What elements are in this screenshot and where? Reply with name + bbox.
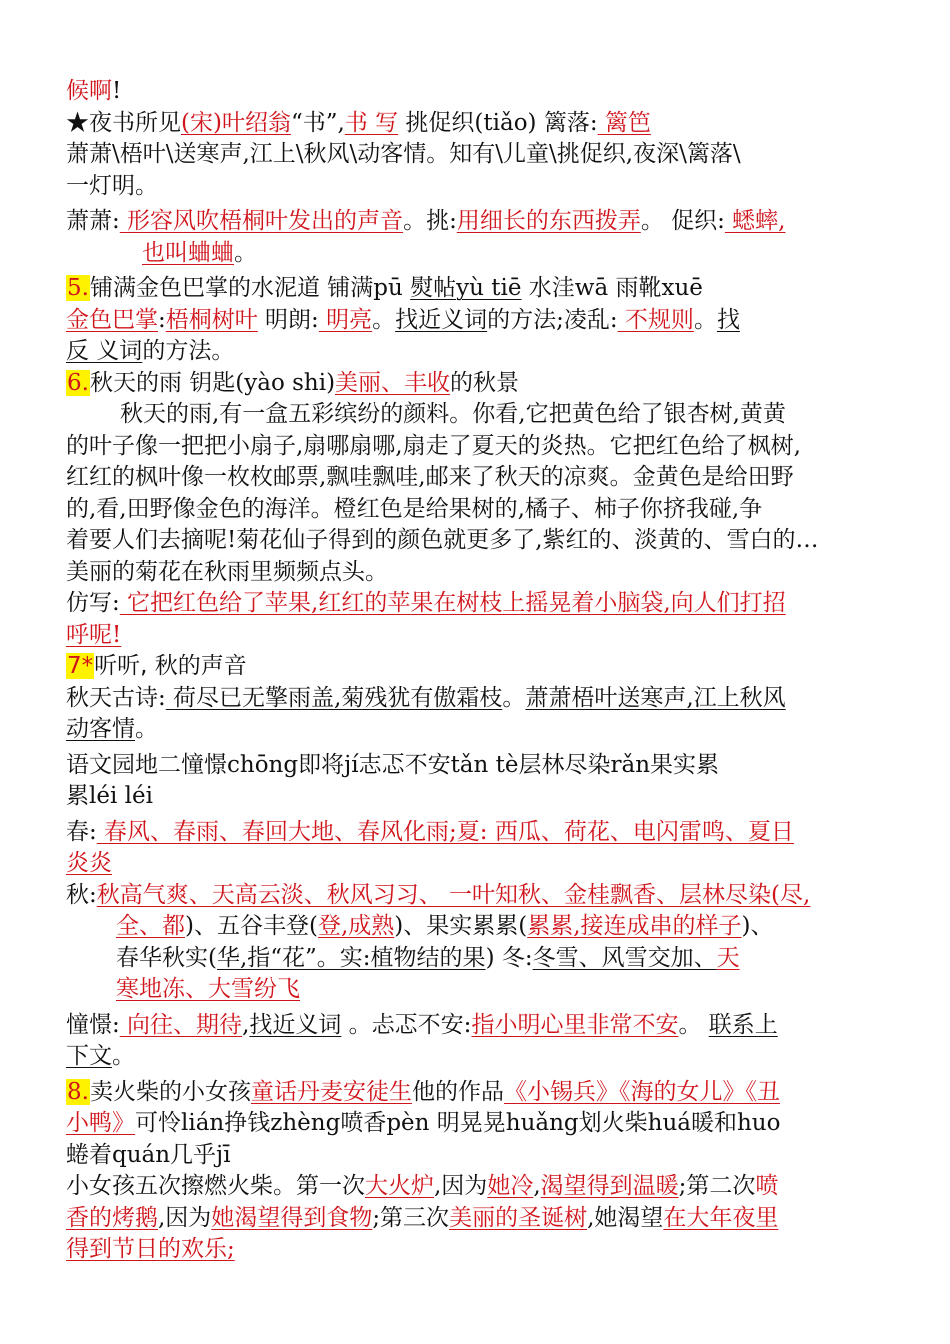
- text-line: [66, 1234, 890, 1266]
- text-segment: 的秋景: [450, 369, 520, 396]
- text-segment: 他的作品: [411, 1078, 504, 1105]
- text-segment: 萧萧梧叶送寒声,江上秋风: [525, 684, 786, 711]
- text-line: [66, 750, 890, 782]
- text-segment: 的,看,田野像金色的海洋。橙红色是给果树的,橘子、柿子你挤我碰,争: [66, 495, 763, 522]
- text-segment: :: [158, 306, 166, 333]
- text-segment: 蟋蟀,: [724, 208, 786, 234]
- text-segment: 童话丹麦安徒生: [250, 1078, 412, 1105]
- text-segment: 义词: [89, 338, 143, 364]
- text-segment: 它把红色给了苹果,红红的苹果在树枝上摇晃着小脑袋,向人们打招: [119, 590, 786, 616]
- text-line: [66, 817, 890, 849]
- text-segment: 不规则: [617, 306, 694, 333]
- text-segment: 语文园地二憧憬chōng即将jí志忑不安tǎn tè层林尽染rǎn果实累: [66, 751, 720, 778]
- text-segment: 寒地冻、大雪纷飞: [116, 976, 300, 1002]
- text-segment: 炎炎: [66, 850, 112, 876]
- text-segment: 蜷着quán几乎jī: [66, 1141, 231, 1168]
- text-segment: 小鸭》: [66, 1110, 135, 1136]
- text-segment: 的方法。: [142, 338, 235, 364]
- text-segment: 找近义词: [395, 306, 488, 333]
- text-segment: 春华秋实(: [116, 944, 217, 971]
- text-segment: 也叫蛐蛐: [142, 239, 234, 266]
- text-segment: 仿写:: [66, 590, 120, 616]
- text-segment: 萧萧\梧叶\送寒声,江上\秋风\动客情。知有\儿童\挑促织,夜深\篱落\: [66, 141, 741, 167]
- text-segment: 。: [112, 1043, 135, 1069]
- text-segment: 呼呢!: [66, 621, 122, 648]
- text-segment: 得到节日的欢乐;: [66, 1236, 235, 1262]
- text-segment: 下文: [66, 1043, 112, 1069]
- text-segment: ,因为: [434, 1173, 488, 1199]
- text-segment: 。挑:: [403, 208, 457, 234]
- text-segment: 动客情: [66, 716, 135, 742]
- text-segment: (宋)叶绍翁: [181, 109, 291, 136]
- text-segment: 美丽的菊花在秋雨里频频点头。: [66, 558, 388, 585]
- text-segment: 8.: [67, 1078, 89, 1105]
- text-segment: 美丽的圣诞树: [449, 1204, 588, 1231]
- text-segment: 渴望得到温暖: [540, 1173, 679, 1199]
- text-segment: 春:: [66, 818, 97, 845]
- text-segment: ,: [242, 1011, 250, 1038]
- text-segment: ;第二次: [678, 1173, 756, 1199]
- text-segment: 候啊: [66, 78, 112, 104]
- text-line: [66, 76, 890, 108]
- text-segment: “书”,: [290, 109, 345, 136]
- text-segment: 她渴望得到食物: [211, 1204, 373, 1231]
- text-segment: 梧桐树叶: [165, 306, 258, 333]
- text-line: [66, 108, 890, 140]
- text-segment: ;第三次: [372, 1204, 450, 1231]
- text-segment: 明朗:: [257, 306, 319, 333]
- text-segment: ) 冬:: [485, 944, 533, 971]
- text-segment: 找近义词: [249, 1011, 342, 1038]
- text-line: [66, 273, 890, 305]
- text-segment: 铺满金色巴掌的水泥道 铺满pū: [89, 275, 411, 301]
- text-line: [66, 911, 890, 943]
- text-segment: )、五谷丰登(: [185, 913, 318, 939]
- text-line: [66, 206, 890, 238]
- text-segment: 大火炉: [365, 1173, 434, 1199]
- text-segment: 找: [716, 306, 740, 333]
- text-line: [66, 943, 890, 975]
- text-line: [66, 714, 890, 746]
- text-segment: 登,成熟: [317, 913, 395, 939]
- text-segment: 水洼wā 雨靴xuē: [521, 275, 703, 301]
- text-line: [66, 651, 890, 683]
- text-segment: 喷: [755, 1173, 779, 1199]
- text-line: [66, 462, 890, 494]
- text-segment: 着要人们去摘呢!菊花仙子得到的颜色就更多了,紫红的、淡黄的、雪白的…: [66, 527, 819, 553]
- text-segment: 秋高气爽、天高云淡、秋风习习、 一叶知秋、金桂飘香、层林尽染(尽,: [96, 881, 811, 908]
- text-line: [66, 588, 890, 620]
- text-segment: 听听, 秋的声音: [94, 653, 247, 679]
- text-segment: 指小明心里非常不安: [471, 1011, 679, 1038]
- text-segment: 美丽、丰收: [335, 369, 451, 396]
- text-segment: 萧萧:: [66, 208, 120, 234]
- text-segment: 联系上: [708, 1011, 778, 1038]
- text-segment: 书 写: [344, 109, 399, 136]
- text-line: [66, 1203, 890, 1235]
- text-segment: 反: [66, 338, 89, 364]
- text-segment: 。: [234, 239, 257, 266]
- text-segment: 冬雪、风雪交加、: [532, 944, 717, 971]
- text-line: [66, 781, 890, 813]
- text-segment: 秋天的雨 钥匙(yào shi): [89, 369, 336, 396]
- text-segment: ,她渴望: [587, 1204, 664, 1231]
- text-line: [66, 171, 890, 203]
- text-segment: 华,指“花”。实:植物结的果: [216, 944, 486, 971]
- text-segment: !: [112, 78, 122, 104]
- text-line: [66, 557, 890, 589]
- text-segment: 累léi léi: [66, 783, 153, 809]
- text-segment: 7*: [67, 653, 94, 679]
- text-segment: 在大年夜里: [663, 1204, 779, 1231]
- text-line: [66, 305, 890, 337]
- text-line: [66, 848, 890, 880]
- text-segment: 明亮: [318, 306, 373, 333]
- text-line: [66, 1041, 890, 1073]
- text-segment: 。: [502, 684, 526, 711]
- text-segment: 累累,接连成串的样子: [527, 913, 742, 939]
- text-segment: 憧憬:: [66, 1011, 120, 1038]
- text-segment: ★夜书所见: [66, 109, 181, 136]
- text-line: [66, 525, 890, 557]
- text-segment: 《小锡兵》《海的女儿》《丑: [503, 1078, 780, 1105]
- text-line: [66, 336, 890, 368]
- text-line: [66, 368, 890, 400]
- text-line: [66, 431, 890, 463]
- text-line: [66, 620, 890, 652]
- text-segment: ,因为: [158, 1204, 212, 1231]
- text-segment: 。: [135, 716, 158, 742]
- text-segment: 全、都: [116, 913, 185, 939]
- text-segment: 5.: [67, 275, 89, 301]
- text-line: [66, 494, 890, 526]
- text-segment: 她冷: [487, 1173, 534, 1199]
- text-segment: 卖火柴的小女孩: [89, 1078, 251, 1105]
- text-segment: 的方法;凌乱:: [487, 306, 618, 333]
- text-segment: 红红的枫叶像一枚枚邮票,飘哇飘哇,邮来了秋天的凉爽。金黄色是给田野: [66, 464, 794, 490]
- text-segment: 。: [372, 306, 396, 333]
- text-line: [66, 1140, 890, 1172]
- text-segment: 。: [678, 1011, 709, 1038]
- text-segment: 熨帖yù tiē: [410, 275, 522, 301]
- text-segment: 。忐忑不安:: [341, 1011, 472, 1038]
- text-line: [66, 139, 890, 171]
- text-line: [66, 880, 890, 912]
- text-line: [66, 1010, 890, 1042]
- text-segment: 春风、春雨、春回大地、春风化雨;夏: 西瓜、荷花、电闪雷鸣、夏日: [96, 818, 794, 845]
- text-segment: 秋天古诗:: [66, 684, 166, 711]
- text-line: [66, 1171, 890, 1203]
- text-segment: 荷尽已无擎雨盖,菊残犹有傲霜枝: [165, 684, 503, 711]
- text-segment: 形容风吹梧桐叶发出的声音: [119, 208, 404, 234]
- text-segment: 小女孩五次擦燃火柴。第一次: [66, 1173, 365, 1199]
- text-line: [66, 683, 890, 715]
- text-segment: 篱笆: [597, 109, 651, 136]
- text-segment: ,: [533, 1173, 541, 1199]
- text-line: [66, 238, 890, 270]
- text-segment: )、果实累累(: [394, 913, 528, 939]
- text-segment: 香的烤鹅: [66, 1204, 158, 1231]
- text-segment: 秋:: [66, 881, 97, 908]
- text-segment: 。 促织:: [640, 208, 725, 234]
- text-segment: 天: [716, 944, 740, 971]
- text-segment: 可怜lián挣钱zhèng喷香pèn 明晃晃huǎng划火柴huá暖和huo: [135, 1110, 781, 1136]
- text-line: [66, 1108, 890, 1140]
- text-segment: 。: [693, 306, 717, 333]
- text-segment: 挑促织(tiǎo) 篱落:: [398, 109, 598, 136]
- text-segment: 用细长的东西拨弄: [456, 208, 641, 234]
- text-segment: 一灯明。: [66, 172, 158, 199]
- text-segment: 的叶子像一把把小扇子,扇哪扇哪,扇走了夏天的炎热。它把红色给了枫树,: [66, 432, 801, 459]
- text-segment: )、: [741, 913, 774, 939]
- text-segment: 6.: [67, 369, 89, 396]
- text-segment: 向往、期待: [119, 1011, 243, 1038]
- text-line: [66, 399, 890, 431]
- text-segment: 金色巴掌: [66, 306, 158, 333]
- text-line: [66, 974, 890, 1006]
- text-segment: 秋天的雨,有一盒五彩缤纷的颜料。你看,它把黄色给了银杏树,黄黄: [120, 401, 786, 427]
- text-line: [66, 1077, 890, 1109]
